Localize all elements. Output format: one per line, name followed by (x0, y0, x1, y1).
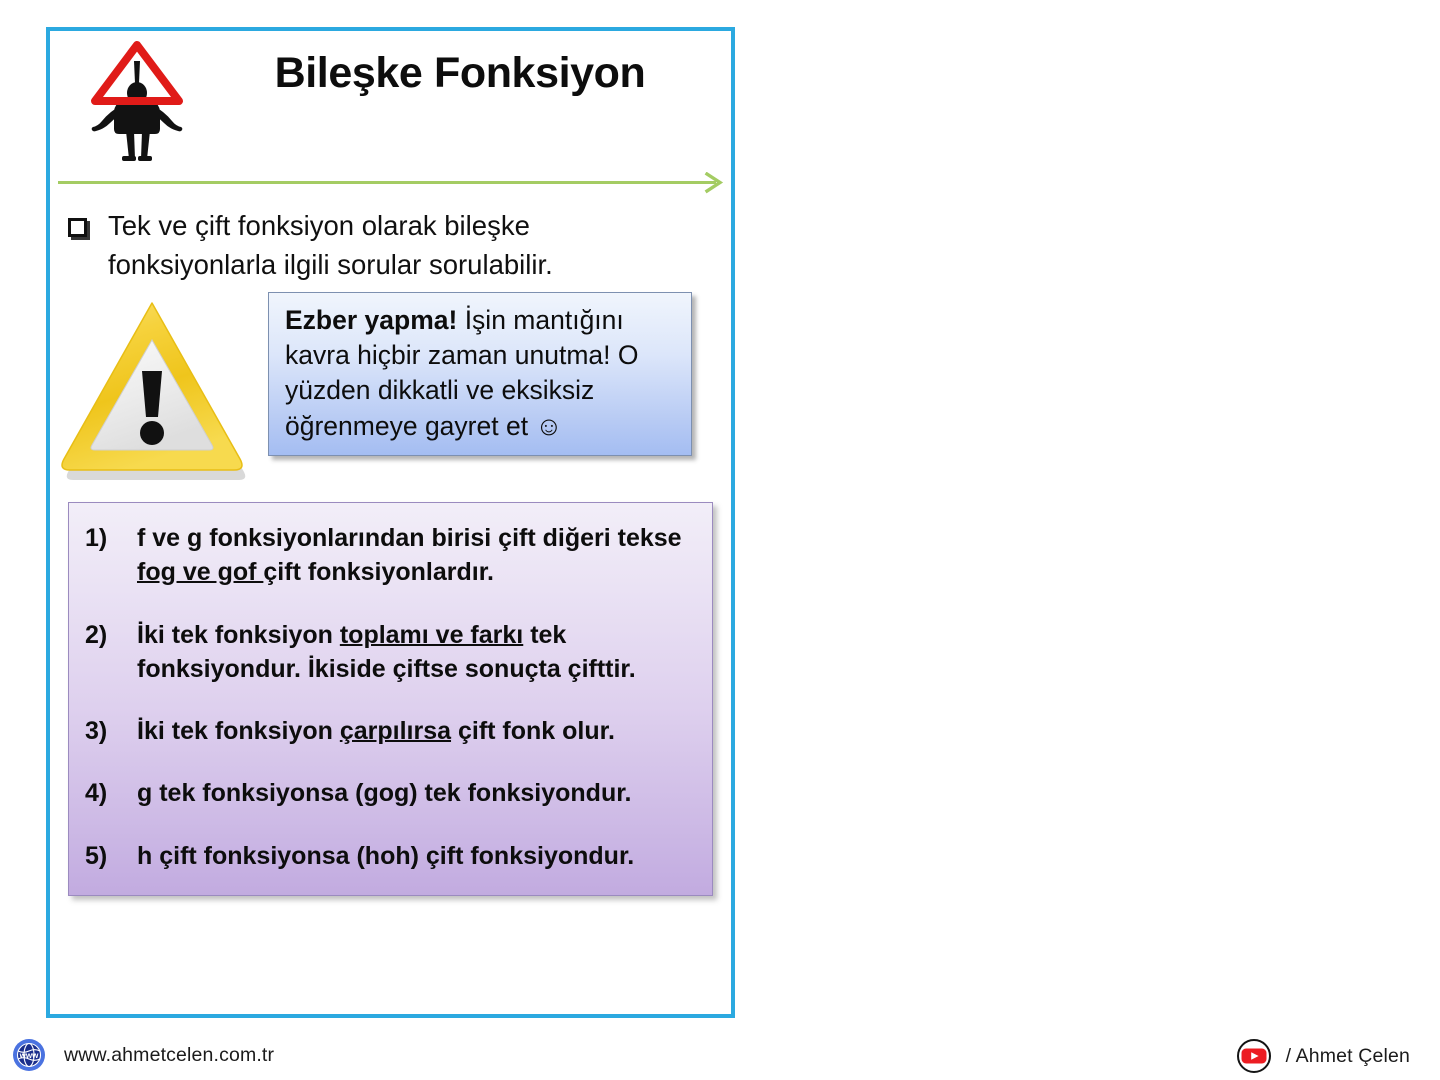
list-item-number: 5) (85, 841, 108, 870)
slide-header (50, 31, 731, 171)
list-item-pre: İki tek fonksiyon (137, 717, 340, 745)
list-item-underline: çarpılırsa (339, 717, 452, 745)
separator (54, 172, 731, 194)
list-item-post: çift fonk olur. (451, 717, 615, 745)
list-item-text (137, 839, 634, 873)
list-item-pre: İki tek fonksiyon (137, 620, 340, 649)
yellow-exclamation-triangle-icon (54, 293, 250, 485)
list-item-number: 3) (85, 717, 108, 745)
list-item-pre: h çift fonksiyonsa (hoh) çift fonksiyondur. (137, 841, 635, 870)
list-item-number: 4) (85, 779, 108, 808)
callout-text (285, 303, 677, 444)
list-item (85, 839, 696, 873)
separator-line (58, 181, 703, 184)
list-item-post: çift fonksiyonlardır. (263, 558, 494, 587)
callout-lead: Ezber yapma! (285, 305, 458, 335)
svg-text:www: www (19, 1051, 39, 1060)
arrow-right-icon (694, 172, 724, 194)
callout-box (268, 292, 692, 456)
list-item-pre: f ve g fonksiyonlarından birisi çift diğeri tekse (137, 524, 682, 552)
footer-website-text: www.ahmetcelen.com.tr (64, 1043, 275, 1066)
list-item (85, 521, 696, 590)
list-item-pre: g tek fonksiyonsa (gog) tek fonksiyondur. (137, 779, 632, 808)
globe-www-icon (12, 1038, 46, 1072)
smiley-icon: ☺ (535, 410, 563, 441)
list-item (85, 776, 696, 810)
list-item-text (137, 521, 696, 590)
list-item-number: 2) (85, 620, 108, 649)
footer-youtube[interactable] (1236, 1038, 1410, 1074)
page-title: Bileşke Fonksiyon (274, 49, 646, 97)
list-item-post: tek fonksiyondur. İkiside çiftse sonuçta çifttir. (137, 620, 636, 683)
person-with-warning-triangle-icon (90, 39, 184, 161)
footer-website[interactable] (12, 1038, 274, 1072)
list-item-text (137, 714, 615, 748)
list-item (85, 714, 696, 748)
rules-box (68, 502, 713, 896)
footer-youtube-text: / Ahmet Çelen (1285, 1044, 1410, 1067)
presentation-slide (46, 27, 735, 1018)
youtube-icon (1236, 1038, 1272, 1074)
list-item (85, 618, 696, 687)
list-item-number: 1) (85, 524, 108, 552)
bullet-row (64, 206, 724, 284)
hollow-square-bullet-icon (68, 218, 87, 237)
list-item-underline: fog ve gof (137, 558, 264, 587)
bullet-text: Tek ve çift fonksiyon olarak bileşke fonksiyonlarla ilgili sorular sorulabilir. (108, 210, 553, 281)
list-item-text (137, 776, 632, 810)
list-item-text (137, 618, 696, 687)
callout-body: İşin mantığını kavra hiçbir zaman unutma! O yüzden dikkatli ve eksiksiz öğrenmeye gayret et (285, 305, 639, 441)
list-item-underline: toplamı ve farkı (339, 620, 524, 649)
